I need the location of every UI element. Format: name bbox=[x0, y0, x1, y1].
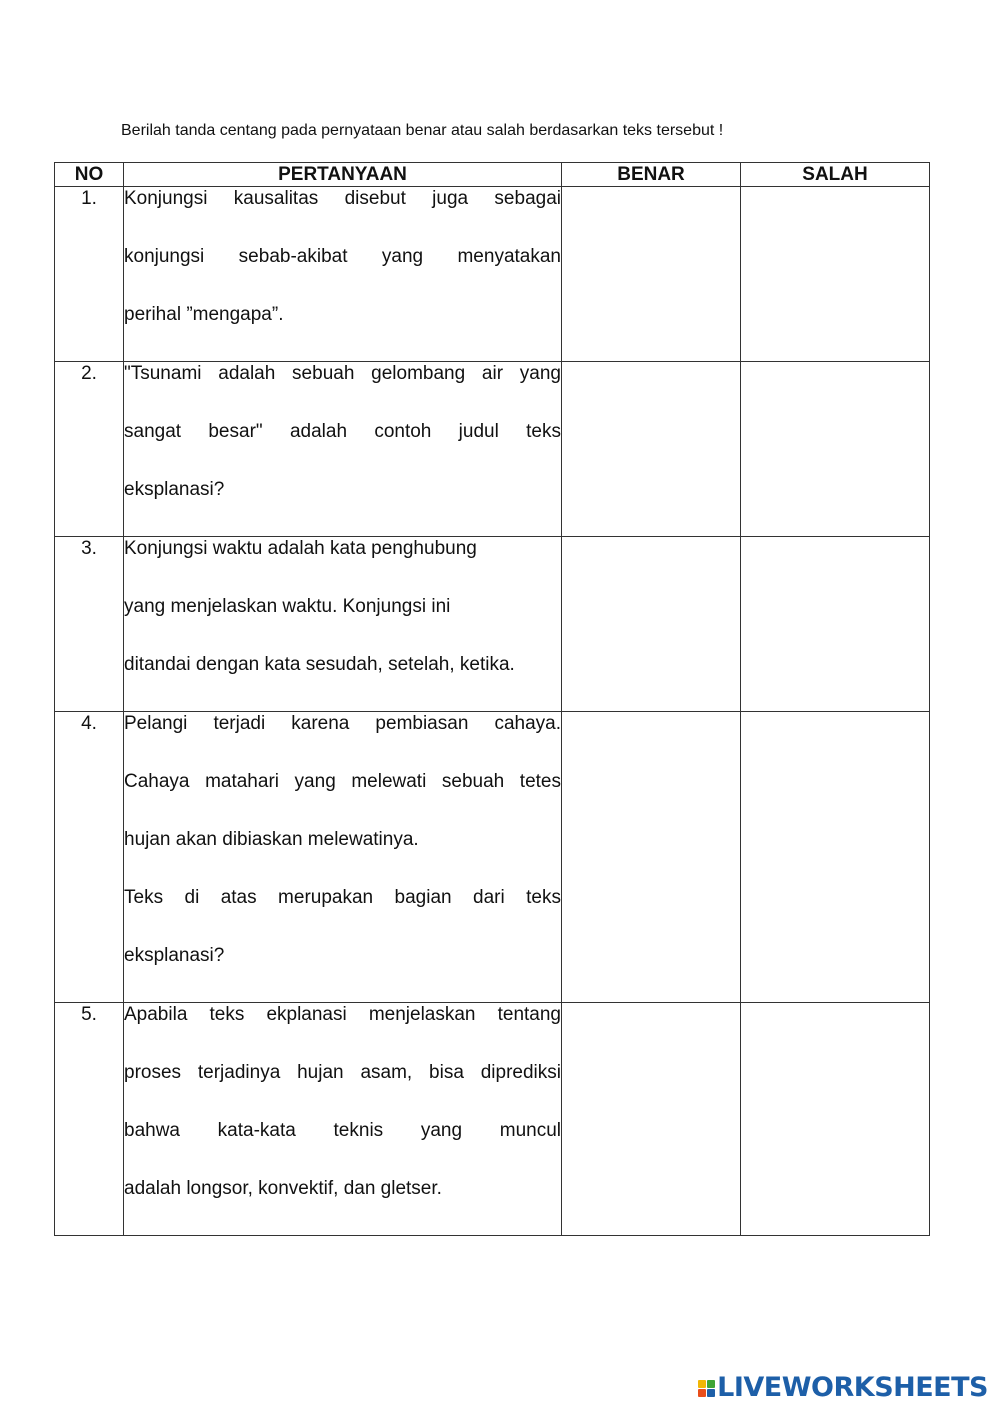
question-line: Cahaya matahari yang melewati sebuah tetes bbox=[124, 771, 561, 792]
row-number: 2. bbox=[55, 362, 124, 537]
header-question: PERTANYAAN bbox=[124, 163, 562, 187]
row-number: 5. bbox=[55, 1003, 124, 1236]
question-cell bbox=[124, 537, 562, 712]
question-line: perihal ”mengapa”. bbox=[124, 304, 284, 325]
question-line: Teks di atas merupakan bagian dari teks bbox=[124, 887, 561, 908]
table-row bbox=[55, 1003, 930, 1236]
logo-square bbox=[707, 1389, 715, 1397]
question-line: proses terjadinya hujan asam, bisa diprediksi bbox=[124, 1062, 561, 1083]
question-line: konjungsi sebab-akibat yang menyatakan bbox=[124, 246, 561, 267]
answer-salah-cell[interactable] bbox=[741, 362, 930, 537]
answer-benar-cell[interactable] bbox=[562, 712, 741, 1003]
question-line: Apabila teks ekplanasi menjelaskan tentang bbox=[124, 1004, 561, 1025]
row-number: 4. bbox=[55, 712, 124, 1003]
logo-square bbox=[707, 1380, 715, 1388]
question-line: Konjungsi waktu adalah kata penghubung bbox=[124, 538, 477, 559]
table-row bbox=[55, 362, 930, 537]
answer-salah-cell[interactable] bbox=[741, 1003, 930, 1236]
question-line: Pelangi terjadi karena pembiasan cahaya. bbox=[124, 713, 561, 734]
question-cell bbox=[124, 1003, 562, 1236]
answer-benar-cell[interactable] bbox=[562, 537, 741, 712]
question-line: eksplanasi? bbox=[124, 479, 225, 500]
question-cell bbox=[124, 187, 562, 362]
question-cell bbox=[124, 362, 562, 537]
question-line: hujan akan dibiaskan melewatinya. bbox=[124, 829, 419, 850]
answer-salah-cell[interactable] bbox=[741, 537, 930, 712]
question-line: eksplanasi? bbox=[124, 945, 225, 966]
instruction-text: Berilah tanda centang pada pernyataan benar atau salah berdasarkan teks tersebut ! bbox=[121, 122, 724, 139]
logo-square bbox=[698, 1389, 706, 1397]
answer-benar-cell[interactable] bbox=[562, 362, 741, 537]
row-number: 1. bbox=[55, 187, 124, 362]
question-line: "Tsunami adalah sebuah gelombang air yang bbox=[124, 363, 561, 384]
table-row bbox=[55, 537, 930, 712]
header-salah: SALAH bbox=[741, 163, 930, 187]
question-cell bbox=[124, 712, 562, 1003]
liveworksheets-brand bbox=[698, 1373, 988, 1403]
question-line: Konjungsi kausalitas disebut juga sebagai bbox=[124, 188, 561, 209]
table-row bbox=[55, 187, 930, 362]
answer-benar-cell[interactable] bbox=[562, 187, 741, 362]
question-line: bahwa kata-kata teknis yang muncul bbox=[124, 1120, 561, 1141]
table-header-row bbox=[55, 163, 930, 187]
header-no: NO bbox=[55, 163, 124, 187]
brand-name: LIVEWORKSHEETS bbox=[717, 1372, 988, 1403]
question-line: adalah longsor, konvektif, dan gletser. bbox=[124, 1178, 442, 1199]
logo-square bbox=[698, 1380, 706, 1388]
table-row bbox=[55, 712, 930, 1003]
question-line: sangat besar" adalah contoh judul teks bbox=[124, 421, 561, 442]
answer-salah-cell[interactable] bbox=[741, 187, 930, 362]
row-number: 3. bbox=[55, 537, 124, 712]
question-line: ditandai dengan kata sesudah, setelah, ketika. bbox=[124, 654, 515, 675]
question-table bbox=[54, 162, 930, 1236]
answer-benar-cell[interactable] bbox=[562, 1003, 741, 1236]
header-benar: BENAR bbox=[562, 163, 741, 187]
question-line: yang menjelaskan waktu. Konjungsi ini bbox=[124, 596, 451, 617]
answer-salah-cell[interactable] bbox=[741, 712, 930, 1003]
liveworksheets-logo-icon bbox=[698, 1380, 715, 1397]
